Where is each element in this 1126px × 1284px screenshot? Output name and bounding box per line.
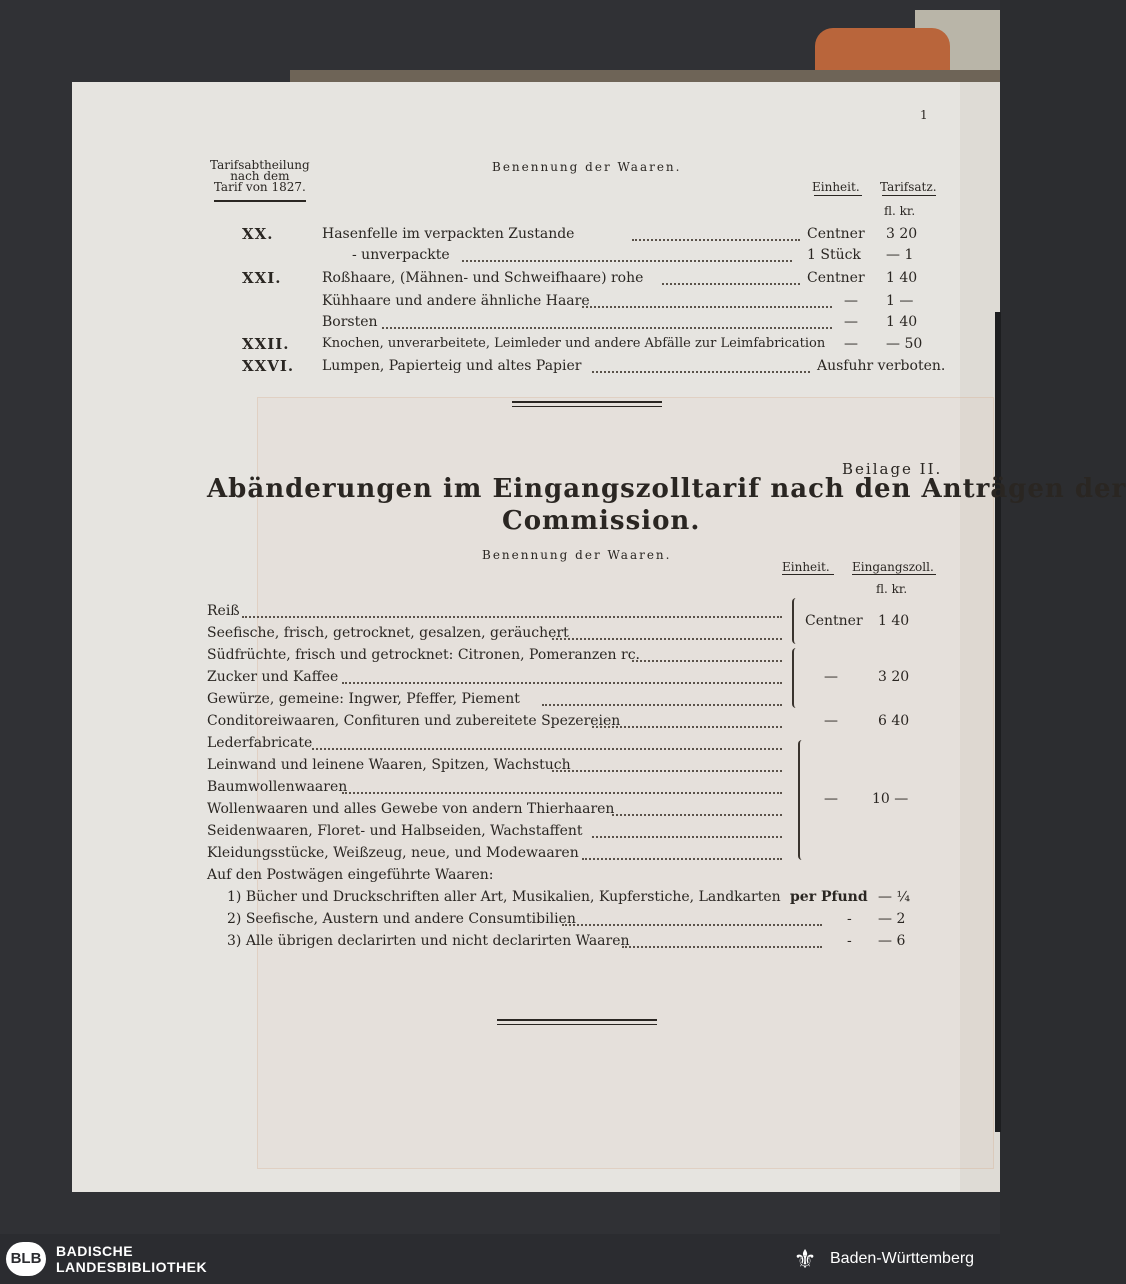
item-name: Lederfabricate [207, 735, 313, 751]
unit: 1 Stück [807, 247, 861, 263]
unit: - [847, 911, 852, 927]
bottom-divider-thin [497, 1024, 657, 1025]
leader-dots [592, 836, 782, 838]
item-name: Baumwollenwaaren [207, 779, 348, 795]
section-divider-thin [512, 406, 662, 407]
item-name: Kleidungsstücke, Weißzeug, neue, und Modewaaren [207, 845, 579, 861]
leader-dots [312, 748, 782, 750]
group-brace [798, 740, 806, 860]
page-mark: 1 [920, 108, 928, 122]
leader-dots [582, 306, 832, 308]
item-name: Knochen, unverarbeitete, Leimleder und andere Abfälle zur Leimfabrication [322, 336, 826, 351]
header-col4: Tarifsatz. [880, 180, 937, 194]
tariff-class: XXVI. [242, 357, 295, 375]
state-name[interactable]: Baden-Württemberg [830, 1250, 975, 1267]
leader-dots [552, 638, 782, 640]
lions-coat-of-arms-icon: ⚜ [793, 1244, 817, 1274]
leader-dots [662, 283, 800, 285]
leader-dots [622, 946, 822, 948]
header-col4-rule [882, 195, 936, 196]
item-name: Hasenfelle im verpackten Zustande [322, 226, 575, 242]
leader-dots [592, 371, 810, 373]
item-name: Gewürze, gemeine: Ingwer, Pfeffer, Piement [207, 691, 520, 707]
header2-units: fl. kr. [876, 582, 908, 596]
header2-col4-rule [852, 574, 936, 575]
item-name: Wollenwaaren und alles Gewebe von andern Thierhaaren [207, 801, 615, 817]
group-brace [792, 598, 800, 644]
library-name-line1: BADISCHE [56, 1243, 134, 1259]
rate: 10 — [872, 791, 909, 807]
unit: — [824, 791, 838, 807]
item-name: 3) Alle übrigen declarirten und nicht declarirten Waaren [227, 933, 630, 949]
unit: — [844, 293, 858, 309]
leader-dots [462, 260, 792, 262]
blb-logo[interactable]: BLB [6, 1242, 46, 1276]
item-name: 2) Seefische, Austern und andere Consumtibilien [227, 911, 576, 927]
tariff-class: XXI. [242, 269, 282, 287]
item-name: Südfrüchte, frisch und getrocknet: Citronen, Pomeranzen rc. [207, 647, 640, 663]
footer-bar [0, 1234, 1000, 1284]
header2-col3: Einheit. [782, 560, 830, 574]
unit: per Pfund [790, 889, 868, 905]
rate: 1 — [886, 293, 914, 309]
leader-dots [552, 770, 782, 772]
item-name: 1) Bücher und Druckschriften aller Art, Musikalien, Kupferstiche, Landkarten [227, 889, 781, 905]
unit: — [824, 713, 838, 729]
item-name: Seidenwaaren, Floret- und Halbseiden, Wachstaffent [207, 823, 583, 839]
item-name: - unverpackte [352, 247, 450, 263]
item-name: Auf den Postwägen eingeführte Waaren: [207, 867, 494, 883]
leader-dots [612, 814, 782, 816]
leader-dots [542, 704, 782, 706]
unit: Ausfuhr verboten. [817, 358, 946, 374]
header2-col2: Benennung der Waaren. [482, 548, 672, 562]
header-units: fl. kr. [884, 204, 916, 218]
section-divider [512, 401, 662, 403]
leader-dots [342, 792, 782, 794]
rate: — ¼ [878, 889, 911, 905]
item-name: Seefische, frisch, getrocknet, gesalzen, geräuchert [207, 625, 569, 641]
item-name: Conditoreiwaaren, Confituren und zubereitete Spezereien [207, 713, 621, 729]
header-col1 [210, 160, 310, 193]
group-brace [792, 648, 800, 708]
unit: Centner [807, 270, 865, 286]
rate: — 2 [878, 911, 906, 927]
item-name: Leinwand und leinene Waaren, Spitzen, Wachstuch [207, 757, 571, 773]
rate: — 50 [886, 336, 923, 352]
library-name-line2: LANDESBIBLIOTHEK [56, 1259, 208, 1275]
bottom-divider [497, 1019, 657, 1021]
rate: 1 40 [886, 314, 918, 330]
leader-dots [632, 239, 800, 241]
item-name: Borsten [322, 314, 378, 330]
header-col1-rule [214, 200, 306, 202]
header-col3: Einheit. [812, 180, 860, 194]
leader-dots [382, 327, 832, 329]
leader-dots [242, 616, 782, 618]
appendix-label: Beilage II. [842, 460, 943, 478]
rate: 3 20 [878, 669, 910, 685]
leader-dots [592, 726, 782, 728]
header-col1-line3: Tarif von 1827. [213, 180, 306, 194]
unit: Centner [805, 613, 863, 629]
header-col1-line1: Tarifsabtheilung [210, 158, 310, 172]
item-name: Roßhaare, (Mähnen- und Schweifhaare) rohe [322, 270, 644, 286]
unit: — [844, 314, 858, 330]
page-title-line2: Commission. [502, 506, 701, 536]
page-title: Abänderungen im Eingangszolltarif nach den Anträgen der [207, 474, 1126, 504]
header2-col4: Eingangszoll. [852, 560, 934, 574]
header-col1-line2: nach dem [230, 169, 290, 183]
tariff-class: XXII. [242, 335, 290, 353]
item-name: Kühhaare und andere ähnliche Haare [322, 293, 590, 309]
unit: - [847, 933, 852, 949]
tariff-class: XX. [242, 225, 274, 243]
rate: 3 20 [886, 226, 918, 242]
rate: — 6 [878, 933, 906, 949]
document-page [72, 82, 1126, 1192]
leader-dots [582, 858, 782, 860]
unit: — [824, 669, 838, 685]
unit: Centner [807, 226, 865, 242]
leader-dots [342, 682, 782, 684]
rate: 6 40 [878, 713, 910, 729]
library-name[interactable] [56, 1243, 207, 1275]
item-name: Zucker und Kaffee [207, 669, 339, 685]
header-col3-rule [814, 195, 862, 196]
leader-dots [562, 924, 822, 926]
unit: — [844, 336, 858, 352]
header2-col3-rule [782, 574, 834, 575]
rate: 1 40 [886, 270, 918, 286]
rate: 1 40 [878, 613, 910, 629]
item-name: Reiß [207, 603, 240, 619]
rate: — 1 [886, 247, 914, 263]
item-name: Lumpen, Papierteig und altes Papier [322, 358, 582, 374]
leader-dots [632, 660, 782, 662]
header-col2: Benennung der Waaren. [492, 160, 682, 174]
